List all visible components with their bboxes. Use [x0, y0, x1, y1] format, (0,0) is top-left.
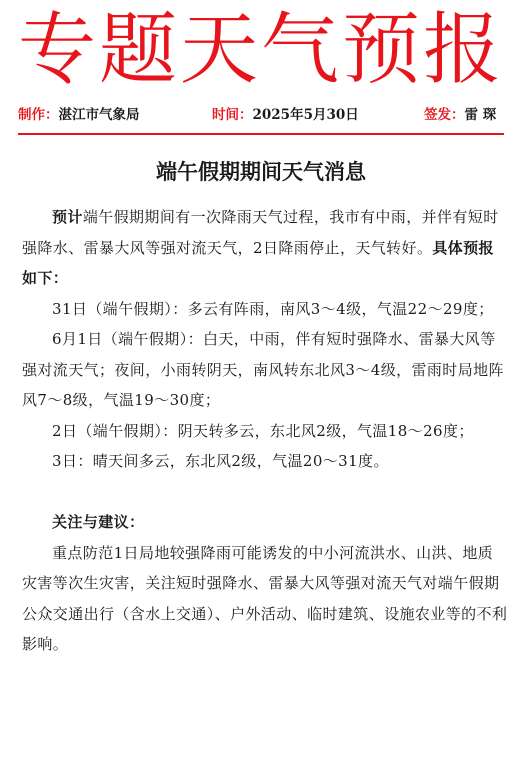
- info-bar: [18, 105, 508, 125]
- time-label: 时间：: [212, 107, 253, 123]
- paragraph-spacer: [22, 477, 508, 508]
- document-body: [22, 202, 508, 660]
- forecast-item-june-1: 6月1日（端午假期）：白天，中雨，伴有短时强降水、雷暴大风等强对流天气；夜间，小雨转阴天，南风转东北风3～4级，雷雨时局地阵风7～8级，气温19～30度；: [22, 330, 504, 409]
- intro-text: 端午假期期间有一次降雨天气过程，我市有中雨，并伴有短时强降水、雷暴大风等强对流天气，2日降雨停止，天气转好。: [22, 208, 499, 257]
- forecast-item-3: 3日：晴天间多云，东北风2级，气温20～31度。: [52, 452, 389, 470]
- sign-label: 签发：: [424, 107, 465, 123]
- sign-value: 雷 琛: [464, 107, 497, 123]
- time-info: [212, 105, 359, 125]
- intro-paragraph: [22, 202, 508, 294]
- forecast-heading: 具体预报如下：: [22, 238, 494, 287]
- advice-heading: 关注与建议：: [52, 513, 145, 531]
- maker-label: 制作：: [18, 107, 59, 123]
- forecast-item-31: 31日（端午假期）：多云有阵雨，南风3～4级，气温22～29度；: [52, 299, 494, 318]
- header-divider: [18, 133, 504, 135]
- time-value: 2025年5月30日: [252, 107, 359, 123]
- document-title: 端午假期期间天气消息: [156, 159, 366, 184]
- sign-info: [424, 105, 496, 125]
- maker-value: 湛江市气象局: [58, 107, 140, 123]
- forecast-item-2: 2日（端午假期）：阴天转多云，东北风2级，气温18～26度；: [52, 421, 474, 440]
- advice-paragraph: 重点防范1日局地较强降雨可能诱发的中小河流洪水、山洪、地质灾害等次生灾害，关注短时强降水、雷暴大风等强对流天气对端午假期公众交通出行（含水上交通）、户外活动、临时建筑、设施农业等的不利影响。: [22, 543, 508, 653]
- intro-lead: 预计: [52, 208, 83, 226]
- masthead-title: 专题天气预报: [17, 5, 504, 95]
- maker-info: [18, 105, 140, 125]
